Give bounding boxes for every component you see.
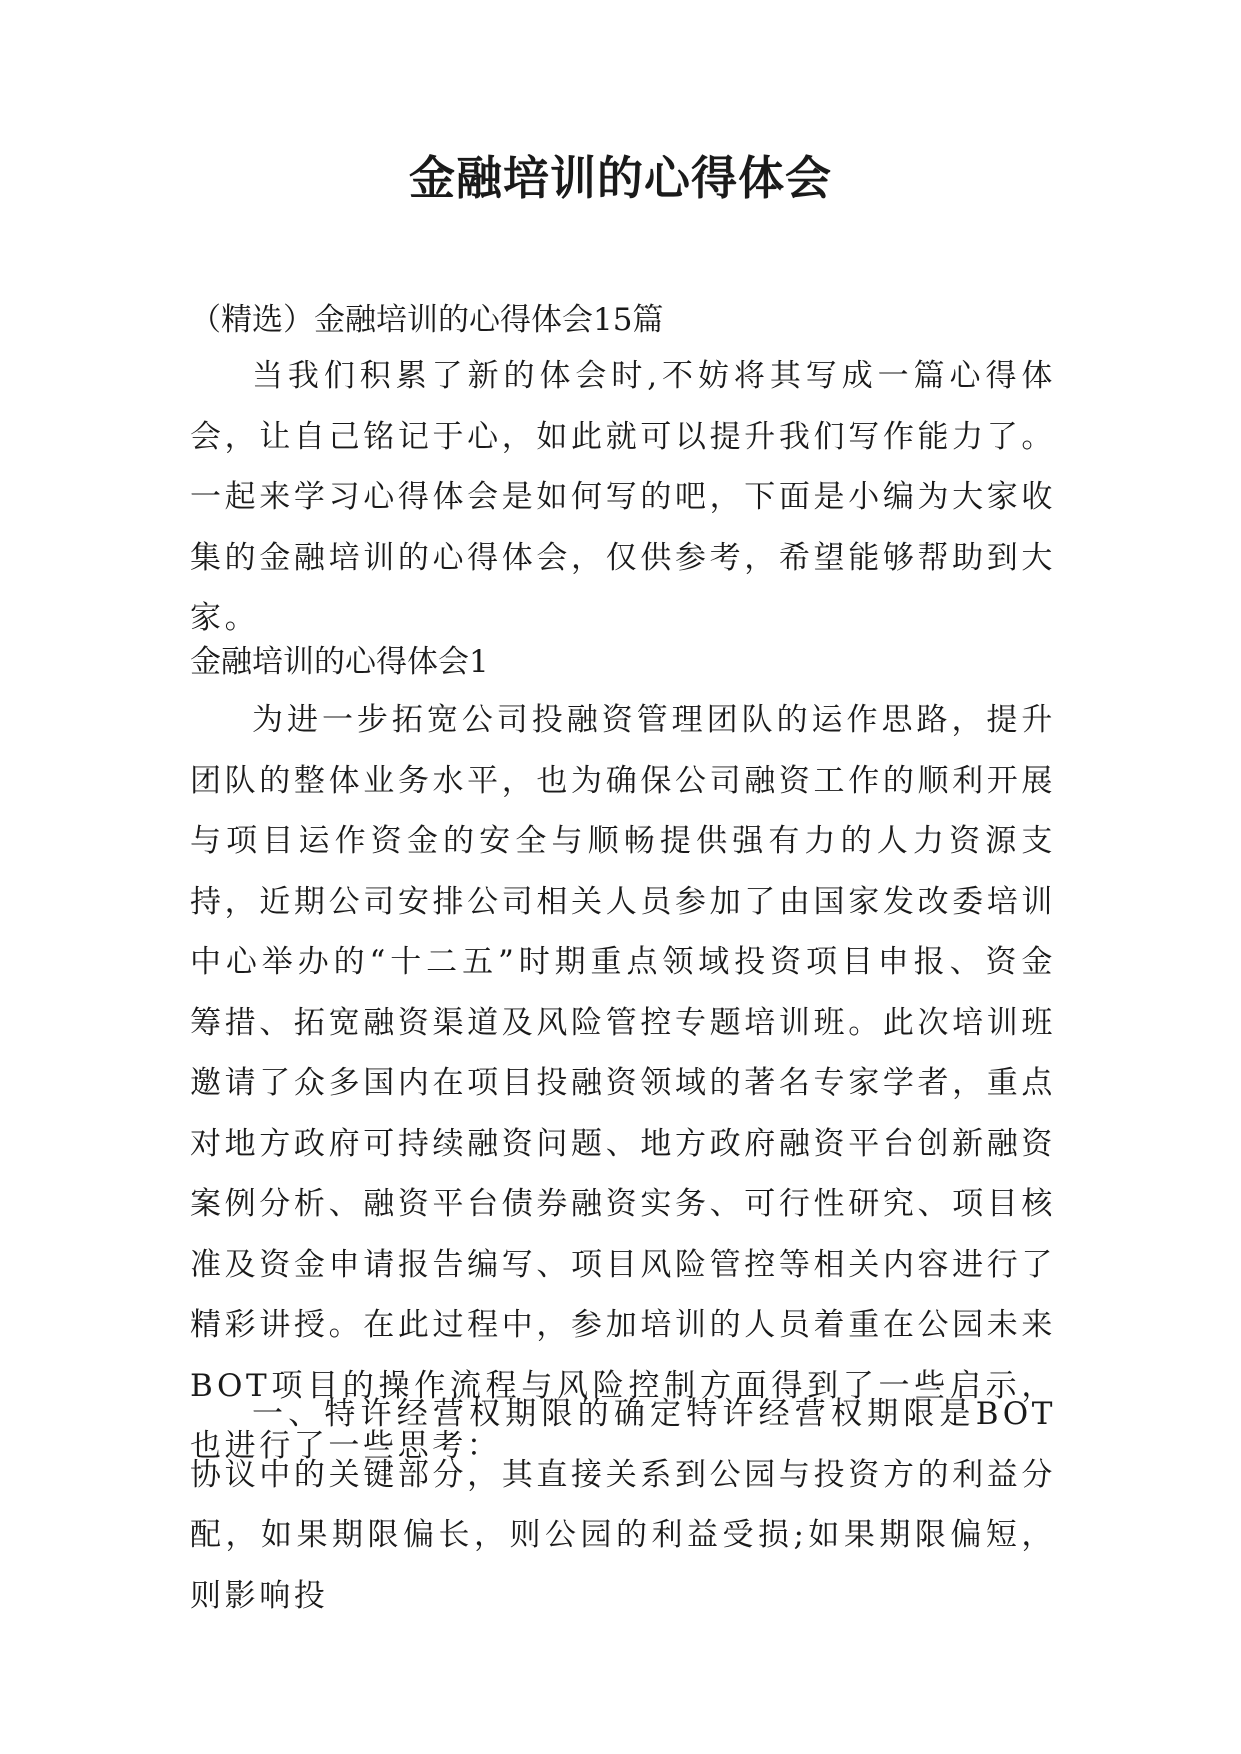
intro-paragraph: 当我们积累了新的体会时,不妨将其写成一篇心得体会，让自己铭记于心，如此就可以提升我们写作能力了。一起来学习心得体会是如何写的吧，下面是小编为大家收集的金融培训的心得体会，仅供参考，希望能够帮助到大家。 [190,358,1056,636]
document-title: 金融培训的心得体会 [409,151,832,205]
document-subtitle: （精选）金融培训的心得体会15篇 [190,302,664,338]
section-paragraph-1: 为进一步拓宽公司投融资管理团队的运作思路，提升团队的整体业务水平，也为确保公司融资工作的顺利开展与项目运作资金的安全与顺畅提供强有力的人力资源支持，近期公司安排公司相关人员参加了由国家发改委培训中心举办的“十二五”时期重点领域投资项目申报、资金筹措、拓宽融资渠道及风险管控专题培训班。此次培训班邀请了众多国内在项目投融资领域的著名专家学者，重点对地方政府可持续融资问题、地方政府融资平台创新融资案例分析、融资平台债券融资实务、可行性研究、项目核准及资金申请报告编写、项目风险管控等相关内容进行了精彩讲授。在此过程中，参加培训的人员着重在公园未来BOT项目的操作流程与风险控制方面得到了一些启示，也进行了一些思考： [190,702,1056,1464]
section-paragraph-2: 一、特许经营权期限的确定特许经营权期限是BOT协议中的关键部分，其直接关系到公园与投资方的利益分配，如果期限偏长，则公园的利益受损;如果期限偏短，则影响投 [190,1396,1056,1614]
section-heading: 金融培训的心得体会1 [190,644,489,680]
